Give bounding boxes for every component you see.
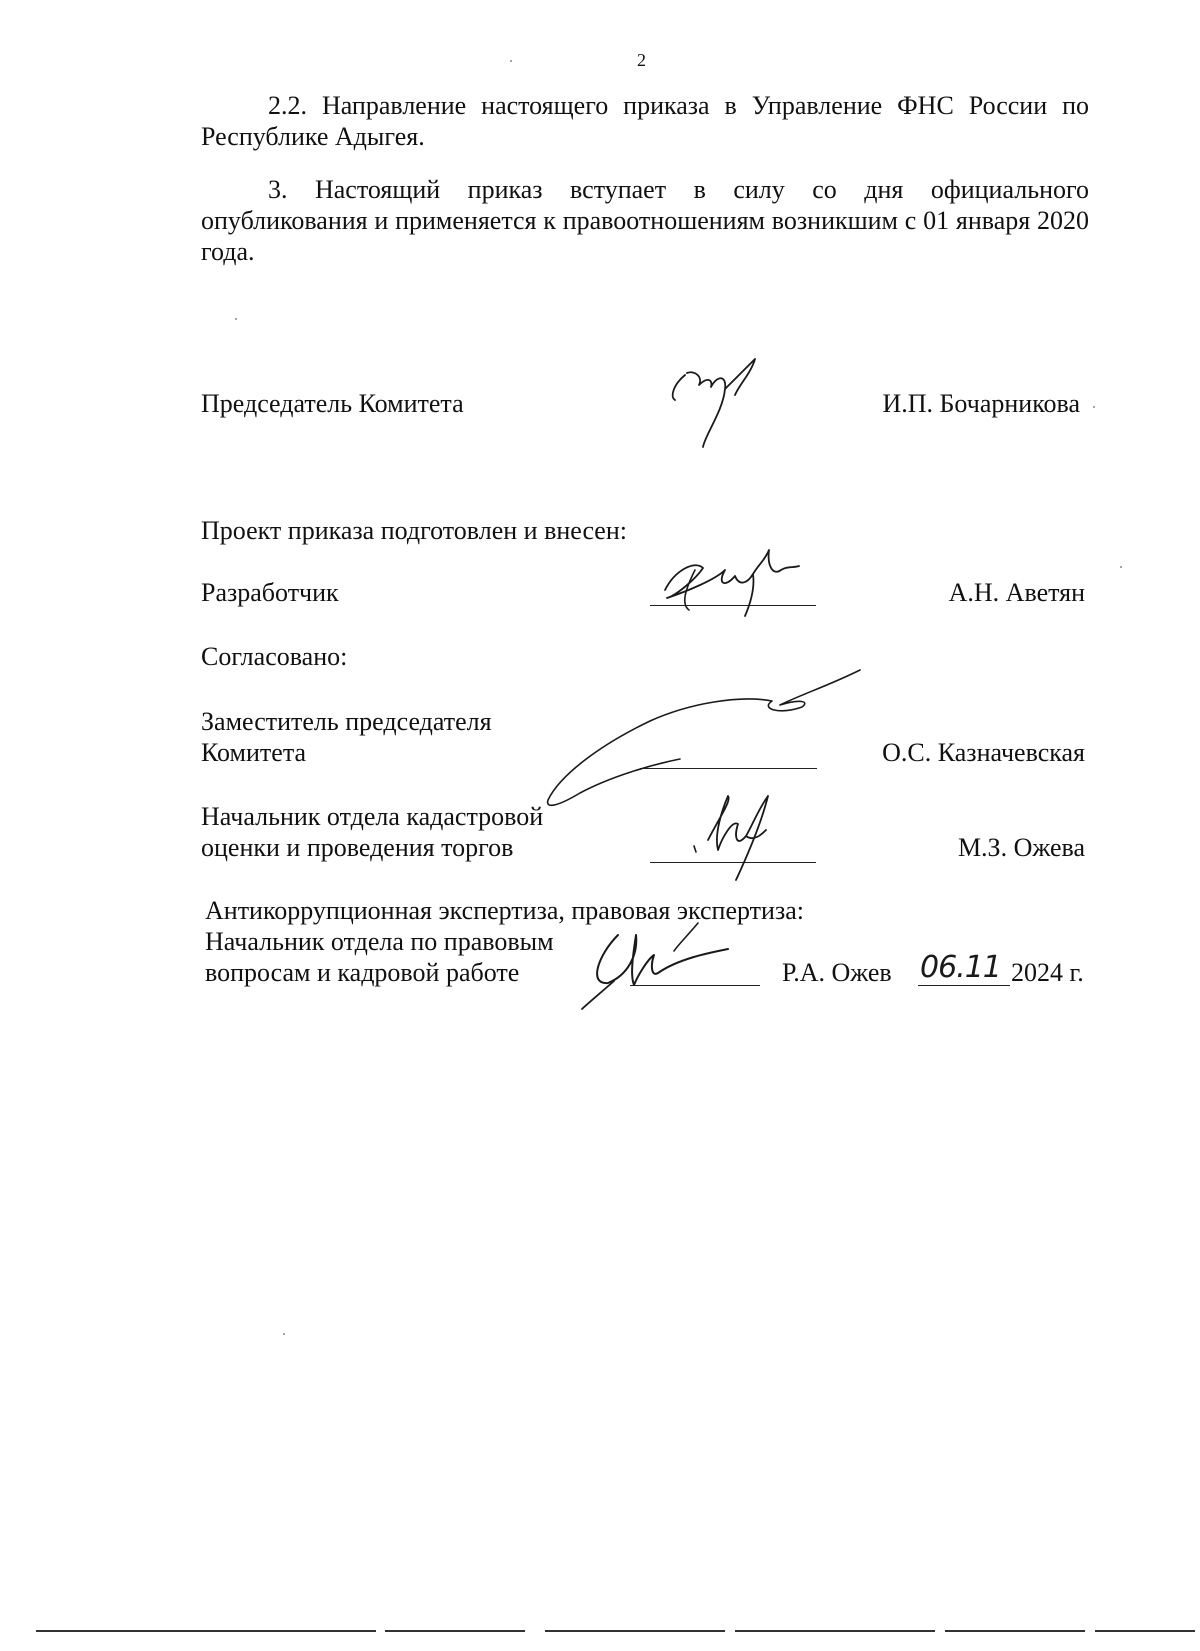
deputy-name: О.С. Казначевская <box>882 738 1085 767</box>
chairman-name: И.П. Бочарникова <box>882 389 1080 418</box>
scan-speck <box>510 60 512 62</box>
clause-3 <box>201 174 1089 267</box>
scan-speck <box>1093 406 1095 408</box>
developer-signature <box>655 540 805 620</box>
date-year: 2024 г. <box>1011 958 1084 987</box>
scan-speck <box>235 318 237 320</box>
footer-rule <box>36 1630 376 1632</box>
page-number: 2 <box>637 50 646 70</box>
footer-rule <box>385 1630 525 1632</box>
date-underline <box>918 985 1010 986</box>
expertise-name: Р.А. Ожев <box>782 958 892 987</box>
clause-2-2 <box>201 90 1089 152</box>
expertise-signature <box>578 915 738 1015</box>
footer-rule <box>545 1630 725 1632</box>
developer-name: А.Н. Аветян <box>948 578 1085 607</box>
scan-speck <box>283 1333 285 1335</box>
scan-speck <box>1120 566 1122 568</box>
approvals-heading: Согласовано: <box>201 642 348 671</box>
chairman-signature <box>665 355 775 455</box>
footer-rule <box>945 1630 1085 1632</box>
deputy-position-line1: Заместитель председателя <box>201 707 492 736</box>
project-heading: Проект приказа подготовлен и внесен: <box>201 516 627 545</box>
footer-rule <box>735 1630 935 1632</box>
cadastral-position-line1: Начальник отдела кадастровой <box>201 802 544 831</box>
footer-rule <box>1095 1630 1195 1632</box>
cadastral-position-line2: оценки и проведения торгов <box>201 833 514 862</box>
expertise-position-line1: Начальник отдела по правовым <box>205 927 554 956</box>
handwritten-date: 06.11 <box>920 950 1001 985</box>
chairman-position: Председатель Комитета <box>201 389 464 418</box>
expertise-heading: Антикоррупционная экспертиза, правовая экспертиза: <box>205 896 804 925</box>
expertise-position-line2: вопросам и кадровой работе <box>205 958 520 987</box>
cadastral-name: М.З. Ожева <box>957 833 1085 862</box>
cadastral-signature <box>688 790 798 890</box>
clause-text: 3. Настоящий приказ вступает в силу со дня официального опубликования и применяется к правоотношениям возникшим с 01 января 2020 года. <box>201 175 1089 266</box>
clause-text: 2.2. Направление настоящего приказа в Управление ФНС России по Республике Адыгея. <box>201 91 1089 151</box>
deputy-position-line2: Комитета <box>201 738 307 767</box>
developer-role: Разработчик <box>201 578 339 607</box>
